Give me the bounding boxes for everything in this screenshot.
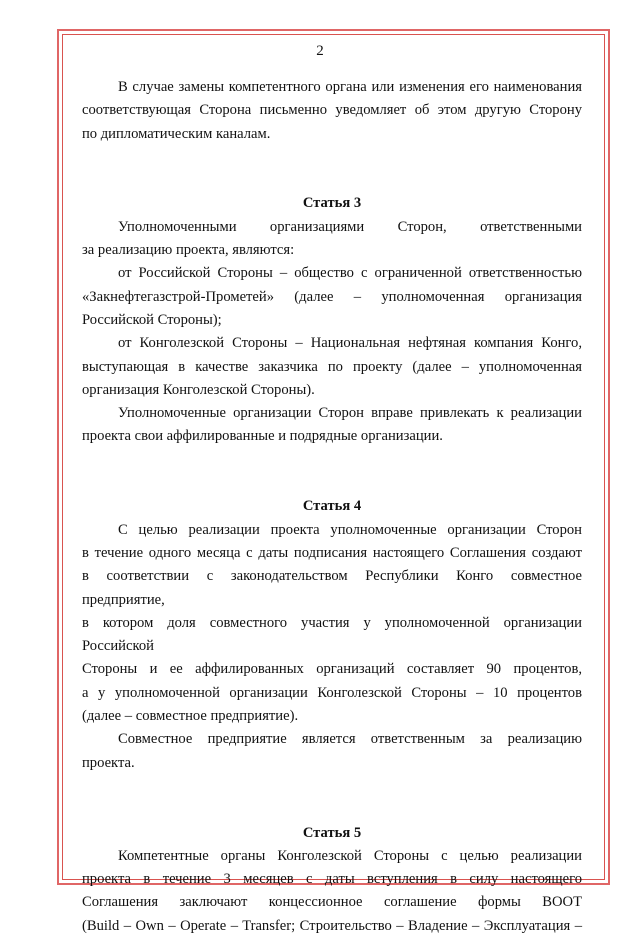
- text-line: выступающая в качестве заказчика по проекту (далее – уполномоченная: [82, 358, 582, 375]
- article-5-heading: Статья 5: [302, 824, 362, 841]
- document-body: [82, 76, 582, 938]
- article-3-paragraph-4: [82, 402, 582, 449]
- text-line: в течение одного месяца с даты подписания настоящего Соглашения создают: [82, 544, 582, 561]
- article-4-paragraph-1: [82, 519, 582, 729]
- article-5-paragraph-1: [82, 845, 582, 938]
- text-line: в соответствии с законодательством Республики Конго совместное предприятие,: [82, 568, 582, 608]
- text-line: Стороны и ее аффилированных организаций составляет 90 процентов,: [82, 661, 582, 678]
- text-line: в котором доля совместного участия у уполномоченной организации Российской: [82, 614, 582, 655]
- text-line: проекта.: [82, 754, 135, 771]
- text-line: С целью реализации проекта уполномоченные организации Сторон: [118, 521, 582, 538]
- article-4-paragraph-2: [82, 728, 582, 775]
- article-3-paragraph-2: [82, 262, 582, 332]
- text-line: за реализацию проекта, являются:: [82, 242, 295, 259]
- text-line: (Build – Own – Operate – Transfer; Строительство – Владение – Эксплуатация –: [82, 917, 582, 934]
- text-line: проекта свои аффилированные и подрядные организации.: [82, 428, 443, 445]
- text-line: проекта в течение 3 месяцев с даты вступления в силу настоящего: [82, 871, 582, 888]
- text-line: соответствующая Сторона письменно уведомляет об этом другую Сторону: [82, 102, 582, 119]
- article-3-paragraph-1: [82, 216, 582, 263]
- text-line: Соглашения заключают концессионное соглашение формы BOOT: [82, 894, 582, 911]
- text-line: Российской Стороны);: [82, 311, 222, 328]
- text-line: по дипломатическим каналам.: [82, 125, 271, 142]
- text-line: В случае замены компетентного органа или изменения его наименования: [118, 79, 582, 95]
- article-3-paragraph-3: [82, 332, 582, 402]
- article-3-heading: Статья 3: [302, 195, 362, 212]
- text-line: от Конголезской Стороны – Национальная нефтяная компания Конго,: [118, 335, 582, 352]
- text-line: Уполномоченные организации Сторон вправе привлекать к реализации: [118, 405, 582, 422]
- text-line: а у уполномоченной организации Конголезской Стороны – 10 процентов: [82, 684, 582, 701]
- text-line: Уполномоченными организациями Сторон, ответственными: [118, 218, 582, 235]
- page-number: 2: [316, 43, 324, 59]
- text-line: Компетентные органы Конголезской Стороны с целью реализации: [118, 847, 582, 864]
- article-4-heading: Статья 4: [302, 498, 362, 515]
- text-line: от Российской Стороны – общество с ограниченной ответственностью: [118, 265, 582, 282]
- text-line: Совместное предприятие является ответственным за реализацию: [118, 731, 582, 748]
- paragraph-intro: [82, 76, 582, 146]
- text-line: организация Конголезской Стороны).: [82, 381, 315, 398]
- text-line: «Закнефтегазстрой-Прометей» (далее – уполномоченная организация: [82, 288, 582, 305]
- text-line: (далее – совместное предприятие).: [82, 708, 299, 725]
